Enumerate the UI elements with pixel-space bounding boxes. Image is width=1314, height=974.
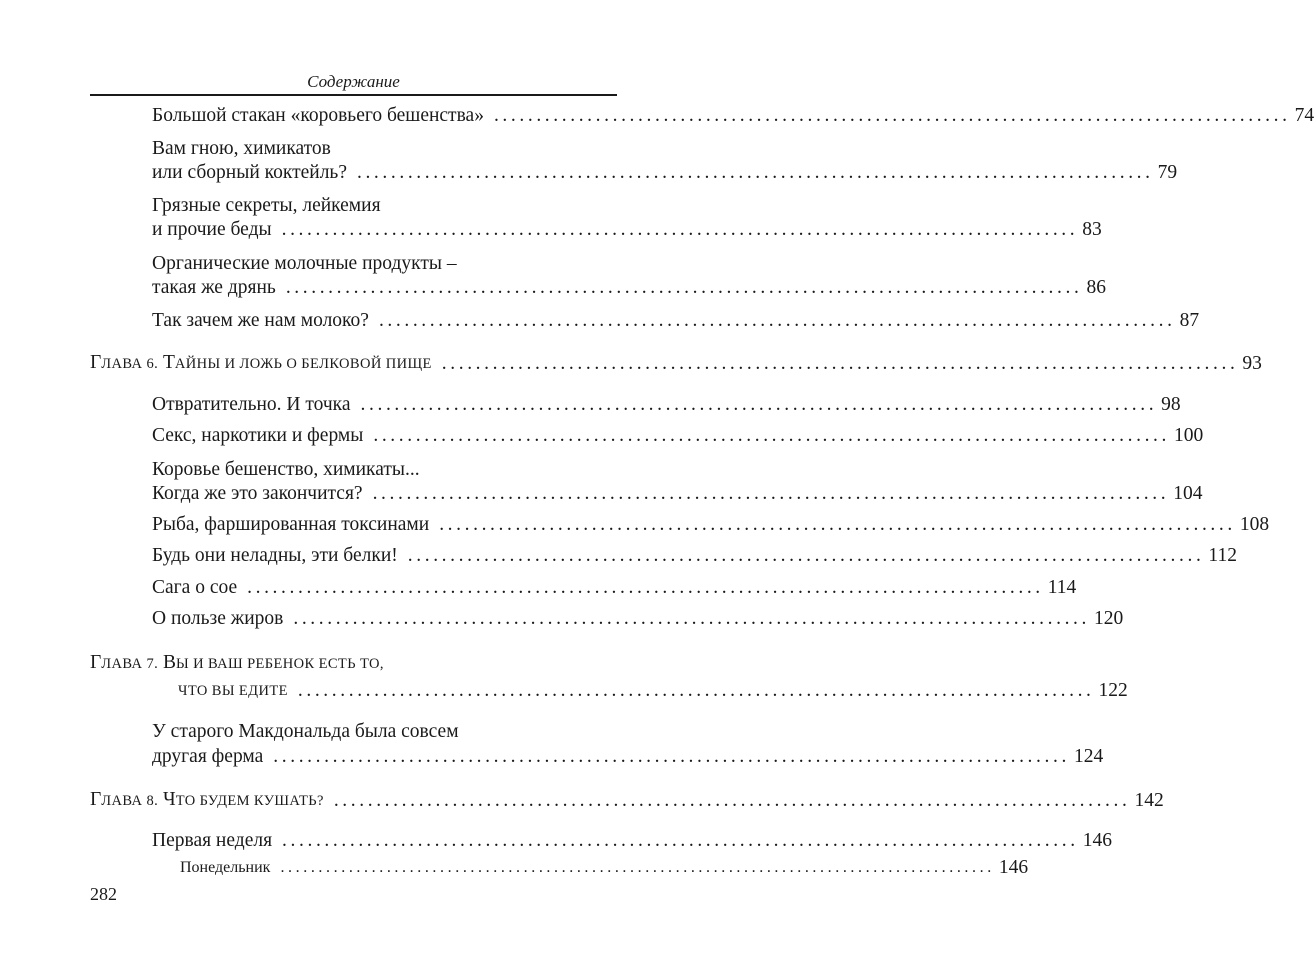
toc-page-number: 124 [1073,746,1104,767]
toc-dot-leader: .............................................................................................. [356,162,1154,183]
toc-entry-title: Первая неделя [152,830,273,851]
toc-entry-title: Рыба, фаршированная токсинами [152,514,430,535]
toc-entry-first-line: Вам гною, химикатов [152,138,331,159]
toc-entry[interactable] [152,273,1106,303]
toc-entry-first-line: Грязные секреты, лейкемия [152,195,381,216]
toc-dot-leader: .............................................................................................. [285,277,1083,298]
toc-entry-title: Когда же это закончится? [152,483,363,504]
toc-entry-first-line: У старого Макдональда была совсем [152,721,459,742]
toc-page-number: 114 [1047,577,1077,598]
toc-entry[interactable] [152,158,1178,188]
toc-entry-title: и прочие беды [152,219,272,240]
toc-page-number: 87 [1179,310,1200,331]
toc-dot-leader: .............................................................................................. [372,483,1170,504]
toc-dot-leader: .............................................................................................. [280,859,995,876]
toc-entry[interactable] [152,604,1124,634]
toc-entry[interactable] [152,306,1200,336]
toc-entry-title: такая же дрянь [152,277,276,298]
chapter-heading: ГЛАВА 6. ТАЙНЫ И ЛОЖЬ О БЕЛКОВОЙ ПИЩЕ [90,352,432,373]
toc-entry-title: другая ферма [152,746,264,767]
toc-dot-leader: .............................................................................................. [297,680,1095,701]
page-number: 282 [90,884,117,904]
toc-dot-leader: .............................................................................................. [293,608,1091,629]
toc-page-number: 93 [1242,353,1262,374]
toc-entry-title: Отвратительно. И точка [152,394,351,415]
toc-entry-title: или сборный коктейль? [152,162,347,183]
toc-entry-title: Секс, наркотики и фермы [152,425,364,446]
toc-entry[interactable] [180,853,1029,883]
toc-entry-title: Будь они неладны, эти белки! [152,545,398,566]
toc-entry[interactable] [152,742,1104,772]
toc-page-number: 146 [998,857,1029,878]
toc-dot-leader: .............................................................................................. [281,219,1079,240]
toc-chapter-8[interactable] [90,786,1164,816]
toc-dot-leader: .............................................................................................. [441,353,1239,374]
toc-page-number: 83 [1082,219,1102,240]
toc-entry[interactable] [152,573,1077,603]
toc-dot-leader: .............................................................................................. [439,514,1236,535]
toc-dot-leader: .............................................................................................. [247,577,1044,598]
toc-page-number: 100 [1174,425,1204,446]
toc-dot-leader: .............................................................................................. [407,545,1205,566]
running-header: Содержание [307,72,400,91]
chapter-heading: ГЛАВА 7. ВЫ И ВАШ РЕБЕНОК ЕСТЬ ТО, [90,652,384,673]
toc-chapter-6[interactable] [90,349,1262,379]
toc-entry[interactable] [152,421,1204,451]
toc-entry-title: Большой стакан «коровьего бешенства» [152,105,484,126]
toc-page-number: 108 [1239,514,1270,535]
toc-dot-leader: .............................................................................................. [273,746,1070,767]
toc-page-number: 79 [1157,162,1178,183]
toc-page-number: 86 [1086,277,1106,298]
toc-entry-first-line: Коровье бешенство, химикаты... [152,459,420,480]
toc-entry-title: Так зачем же нам молоко? [152,310,369,331]
toc-page-number: 98 [1161,394,1181,415]
toc-entry[interactable] [152,479,1203,509]
toc-entry-first-line: Органические молочные продукты – [152,253,457,274]
toc-dot-leader: .............................................................................................. [333,790,1131,811]
toc-dot-leader: .............................................................................................. [378,310,1176,331]
toc-page-number: 146 [1082,830,1112,851]
toc-entry-title: О пользе жиров [152,608,284,629]
toc-dot-leader: .............................................................................................. [373,425,1171,446]
toc-page-number: 112 [1208,545,1237,566]
toc-page-number: 142 [1134,790,1164,811]
toc-page-number: 120 [1094,608,1124,629]
chapter-heading: ГЛАВА 8. ЧТО БУДЕМ КУШАТЬ? [90,789,324,810]
toc-page-number: 104 [1173,483,1203,504]
toc-entry[interactable] [152,541,1237,571]
toc-dot-leader: .............................................................................................. [360,394,1158,415]
toc-entry[interactable] [152,510,1270,540]
toc-entry[interactable] [152,101,1314,131]
toc-chapter-7[interactable] [178,676,1128,706]
toc-page-number: 74 [1294,105,1314,126]
toc-dot-leader: .............................................................................................. [493,105,1291,126]
toc-dot-leader: .............................................................................................. [282,830,1079,851]
toc-page-number: 122 [1098,680,1128,701]
toc-entry-title: Понедельник [180,859,271,876]
toc-entry[interactable] [152,215,1102,245]
chapter-heading-continued: ЧТО ВЫ ЕДИТЕ [178,683,288,699]
toc-entry[interactable] [152,826,1112,856]
toc-entry-title: Сага о сое [152,577,238,598]
toc-entry[interactable] [152,390,1181,420]
